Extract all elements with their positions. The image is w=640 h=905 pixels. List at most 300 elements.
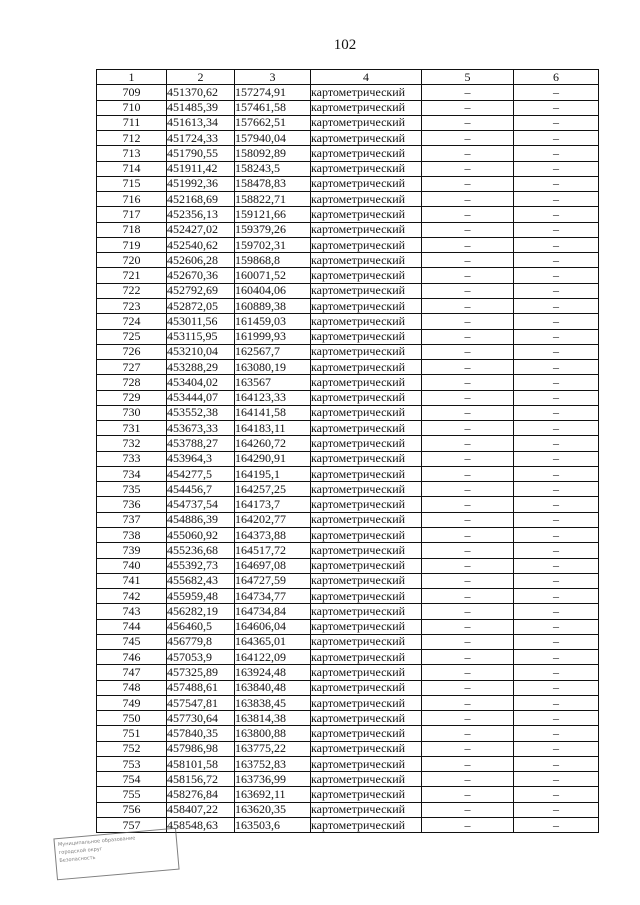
table-row [97,421,599,436]
coord-x-cell: 453788,27 [167,436,235,451]
coord-x-cell: 458101,58 [167,756,235,771]
point-number-cell: 733 [97,451,167,466]
col6-cell: – [514,634,599,649]
page-number: 102 [333,37,357,53]
col5-cell: – [422,665,514,680]
table-row [97,466,599,481]
method-cell: картометрический [311,421,422,436]
coord-y-cell: 163924,48 [235,665,311,680]
coord-x-cell: 453210,04 [167,344,235,359]
col6-cell: – [514,360,599,375]
method-cell: картометрический [311,619,422,634]
coord-x-cell: 455060,92 [167,527,235,542]
coord-y-cell: 158822,71 [235,192,311,207]
col5-cell: – [422,390,514,405]
point-number-cell: 755 [97,787,167,802]
col5-cell: – [422,772,514,787]
table-row [97,192,599,207]
coord-y-cell: 163840,48 [235,680,311,695]
col6-cell: – [514,573,599,588]
method-cell: картометрический [311,680,422,695]
table-row [97,665,599,680]
col6-cell: – [514,619,599,634]
point-number-cell: 730 [97,405,167,420]
coord-x-cell: 455392,73 [167,558,235,573]
method-cell: картометрический [311,192,422,207]
coord-y-cell: 157461,58 [235,100,311,115]
coord-x-cell: 458407,22 [167,802,235,817]
point-number-cell: 746 [97,650,167,665]
col6-cell: – [514,85,599,100]
coord-y-cell: 164183,11 [235,421,311,436]
col6-cell: – [514,741,599,756]
coord-y-cell: 163692,11 [235,787,311,802]
point-number-cell: 719 [97,237,167,252]
col6-cell: – [514,451,599,466]
col5-cell: – [422,360,514,375]
col6-cell: – [514,680,599,695]
coord-x-cell: 453404,02 [167,375,235,390]
col5-cell: – [422,85,514,100]
table-body [97,85,599,833]
point-number-cell: 712 [97,131,167,146]
point-number-cell: 720 [97,253,167,268]
point-number-cell: 740 [97,558,167,573]
method-cell: картометрический [311,543,422,558]
point-number-cell: 710 [97,100,167,115]
table-row [97,298,599,313]
col6-cell: – [514,283,599,298]
coord-x-cell: 454277,5 [167,466,235,481]
coord-y-cell: 158478,83 [235,176,311,191]
col6-cell: – [514,222,599,237]
col5-cell: – [422,375,514,390]
coord-y-cell: 163620,35 [235,802,311,817]
col6-cell: – [514,772,599,787]
coord-y-cell: 164257,25 [235,482,311,497]
coord-x-cell: 455682,43 [167,573,235,588]
col6-cell: – [514,161,599,176]
coord-y-cell: 164606,04 [235,619,311,634]
table-row [97,543,599,558]
coord-y-cell: 158092,89 [235,146,311,161]
coord-x-cell: 452606,28 [167,253,235,268]
method-cell: картометрический [311,436,422,451]
coord-y-cell: 163503,6 [235,818,311,833]
stamp-line: Безопасность [59,854,96,864]
col5-cell: – [422,146,514,161]
point-number-cell: 745 [97,634,167,649]
method-cell: картометрический [311,451,422,466]
coord-x-cell: 458156,72 [167,772,235,787]
col5-cell: – [422,756,514,771]
column-header-6: 6 [514,70,599,85]
point-number-cell: 709 [97,85,167,100]
coord-x-cell: 458276,84 [167,787,235,802]
point-number-cell: 732 [97,436,167,451]
table-row [97,207,599,222]
col5-cell: – [422,451,514,466]
col5-cell: – [422,466,514,481]
col6-cell: – [514,176,599,191]
method-cell: картометрический [311,573,422,588]
col5-cell: – [422,787,514,802]
table-row [97,85,599,100]
method-cell: картометрический [311,787,422,802]
table-row [97,100,599,115]
col5-cell: – [422,527,514,542]
table-row [97,634,599,649]
coord-y-cell: 164141,58 [235,405,311,420]
header-row [97,70,599,85]
point-number-cell: 738 [97,527,167,542]
method-cell: картометрический [311,222,422,237]
col5-cell: – [422,207,514,222]
table-row [97,222,599,237]
coord-x-cell: 451992,36 [167,176,235,191]
col5-cell: – [422,818,514,833]
method-cell: картометрический [311,726,422,741]
coord-x-cell: 451790,55 [167,146,235,161]
col6-cell: – [514,466,599,481]
col6-cell: – [514,253,599,268]
col5-cell: – [422,634,514,649]
coord-x-cell: 452670,36 [167,268,235,283]
coord-x-cell: 457986,98 [167,741,235,756]
col6-cell: – [514,375,599,390]
coord-x-cell: 452168,69 [167,192,235,207]
coord-y-cell: 164697,08 [235,558,311,573]
table-row [97,756,599,771]
col5-cell: – [422,237,514,252]
coord-y-cell: 164373,88 [235,527,311,542]
coord-x-cell: 451911,42 [167,161,235,176]
table-row [97,436,599,451]
method-cell: картометрический [311,802,422,817]
col6-cell: – [514,100,599,115]
method-cell: картометрический [311,344,422,359]
col6-cell: – [514,512,599,527]
coord-x-cell: 457840,35 [167,726,235,741]
method-cell: картометрический [311,665,422,680]
point-number-cell: 737 [97,512,167,527]
method-cell: картометрический [311,772,422,787]
coord-x-cell: 457547,81 [167,695,235,710]
method-cell: картометрический [311,650,422,665]
col6-cell: – [514,344,599,359]
point-number-cell: 716 [97,192,167,207]
col6-cell: – [514,207,599,222]
point-number-cell: 715 [97,176,167,191]
coord-x-cell: 455959,48 [167,589,235,604]
coord-x-cell: 453115,95 [167,329,235,344]
col5-cell: – [422,726,514,741]
coord-y-cell: 164260,72 [235,436,311,451]
col5-cell: – [422,314,514,329]
point-number-cell: 744 [97,619,167,634]
point-number-cell: 717 [97,207,167,222]
point-number-cell: 752 [97,741,167,756]
col6-cell: – [514,405,599,420]
table-row [97,329,599,344]
col5-cell: – [422,176,514,191]
col6-cell: – [514,589,599,604]
point-number-cell: 751 [97,726,167,741]
coord-x-cell: 452872,05 [167,298,235,313]
table-row [97,344,599,359]
col6-cell: – [514,527,599,542]
coord-y-cell: 161999,93 [235,329,311,344]
coord-x-cell: 452427,02 [167,222,235,237]
col6-cell: – [514,818,599,833]
col5-cell: – [422,512,514,527]
table-row [97,787,599,802]
coord-x-cell: 458548,63 [167,818,235,833]
point-number-cell: 750 [97,711,167,726]
point-number-cell: 722 [97,283,167,298]
col5-cell: – [422,115,514,130]
table-row [97,741,599,756]
col5-cell: – [422,543,514,558]
table-row [97,253,599,268]
coord-y-cell: 163800,88 [235,726,311,741]
method-cell: картометрический [311,375,422,390]
col6-cell: – [514,237,599,252]
table-row [97,650,599,665]
point-number-cell: 727 [97,360,167,375]
table-row [97,482,599,497]
coord-x-cell: 452792,69 [167,283,235,298]
col6-cell: – [514,390,599,405]
point-number-cell: 723 [97,298,167,313]
table-row [97,375,599,390]
col5-cell: – [422,711,514,726]
coord-x-cell: 456779,8 [167,634,235,649]
table-row [97,268,599,283]
method-cell: картометрический [311,100,422,115]
col5-cell: – [422,604,514,619]
point-number-cell: 728 [97,375,167,390]
coord-x-cell: 451370,62 [167,85,235,100]
table-row [97,283,599,298]
point-number-cell: 741 [97,573,167,588]
coord-y-cell: 160404,06 [235,283,311,298]
coord-x-cell: 454886,39 [167,512,235,527]
method-cell: картометрический [311,329,422,344]
col5-cell: – [422,344,514,359]
coord-x-cell: 451485,39 [167,100,235,115]
col5-cell: – [422,298,514,313]
col6-cell: – [514,695,599,710]
method-cell: картометрический [311,131,422,146]
coord-x-cell: 451613,34 [167,115,235,130]
table-row [97,176,599,191]
point-number-cell: 713 [97,146,167,161]
point-number-cell: 753 [97,756,167,771]
coord-x-cell: 452540,62 [167,237,235,252]
point-number-cell: 739 [97,543,167,558]
point-number-cell: 756 [97,802,167,817]
coord-y-cell: 164517,72 [235,543,311,558]
coord-x-cell: 456460,5 [167,619,235,634]
column-header-5: 5 [422,70,514,85]
coord-x-cell: 453011,56 [167,314,235,329]
method-cell: картометрический [311,604,422,619]
table-row [97,772,599,787]
col5-cell: – [422,802,514,817]
coord-x-cell: 453673,33 [167,421,235,436]
coord-x-cell: 453444,07 [167,390,235,405]
method-cell: картометрический [311,253,422,268]
method-cell: картометрический [311,207,422,222]
point-number-cell: 747 [97,665,167,680]
col6-cell: – [514,268,599,283]
method-cell: картометрический [311,146,422,161]
col6-cell: – [514,115,599,130]
method-cell: картометрический [311,512,422,527]
col5-cell: – [422,131,514,146]
coord-y-cell: 160071,52 [235,268,311,283]
method-cell: картометрический [311,298,422,313]
col5-cell: – [422,497,514,512]
method-cell: картометрический [311,237,422,252]
col6-cell: – [514,497,599,512]
table-row [97,558,599,573]
coord-y-cell: 159121,66 [235,207,311,222]
col5-cell: – [422,329,514,344]
coord-y-cell: 163736,99 [235,772,311,787]
coord-y-cell: 164122,09 [235,650,311,665]
table-row [97,360,599,375]
point-number-cell: 734 [97,466,167,481]
coord-y-cell: 164290,91 [235,451,311,466]
coord-y-cell: 163752,83 [235,756,311,771]
col5-cell: – [422,589,514,604]
col5-cell: – [422,405,514,420]
coord-y-cell: 163775,22 [235,741,311,756]
col6-cell: – [514,192,599,207]
method-cell: картометрический [311,527,422,542]
column-header-1: 1 [97,70,167,85]
table-row [97,314,599,329]
method-cell: картометрический [311,405,422,420]
coord-y-cell: 157940,04 [235,131,311,146]
col5-cell: – [422,436,514,451]
table-row [97,726,599,741]
table-row [97,161,599,176]
point-number-cell: 725 [97,329,167,344]
coord-y-cell: 157662,51 [235,115,311,130]
col5-cell: – [422,253,514,268]
col6-cell: – [514,558,599,573]
table-header [97,70,599,85]
col6-cell: – [514,756,599,771]
coord-x-cell: 457325,89 [167,665,235,680]
point-number-cell: 726 [97,344,167,359]
stamp-line: городской округ [58,846,103,857]
col5-cell: – [422,650,514,665]
coord-y-cell: 164734,84 [235,604,311,619]
coord-y-cell: 161459,03 [235,314,311,329]
col6-cell: – [514,726,599,741]
col6-cell: – [514,314,599,329]
method-cell: картометрический [311,497,422,512]
coord-y-cell: 159702,31 [235,237,311,252]
coord-x-cell: 457730,64 [167,711,235,726]
coord-x-cell: 456282,19 [167,604,235,619]
coord-x-cell: 451724,33 [167,131,235,146]
col6-cell: – [514,131,599,146]
col6-cell: – [514,802,599,817]
coord-y-cell: 164202,77 [235,512,311,527]
col5-cell: – [422,695,514,710]
coord-x-cell: 457053,9 [167,650,235,665]
table-row [97,680,599,695]
coord-y-cell: 163814,38 [235,711,311,726]
coord-y-cell: 160889,38 [235,298,311,313]
col5-cell: – [422,283,514,298]
coord-x-cell: 457488,61 [167,680,235,695]
table-row [97,237,599,252]
point-number-cell: 714 [97,161,167,176]
method-cell: картометрический [311,818,422,833]
col5-cell: – [422,222,514,237]
col5-cell: – [422,741,514,756]
point-number-cell: 742 [97,589,167,604]
method-cell: картометрический [311,176,422,191]
col6-cell: – [514,329,599,344]
table-row [97,451,599,466]
coord-y-cell: 164173,7 [235,497,311,512]
coord-y-cell: 162567,7 [235,344,311,359]
method-cell: картометрический [311,314,422,329]
stamp-line: Муниципальное образование [57,835,136,849]
col5-cell: – [422,268,514,283]
coord-y-cell: 159868,8 [235,253,311,268]
point-number-cell: 735 [97,482,167,497]
coord-y-cell: 158243,5 [235,161,311,176]
method-cell: картометрический [311,268,422,283]
coord-y-cell: 163080,19 [235,360,311,375]
col5-cell: – [422,100,514,115]
col5-cell: – [422,558,514,573]
table-row [97,573,599,588]
col6-cell: – [514,482,599,497]
coord-x-cell: 453552,38 [167,405,235,420]
col6-cell: – [514,421,599,436]
coord-x-cell: 454456,7 [167,482,235,497]
method-cell: картометрический [311,558,422,573]
col6-cell: – [514,146,599,161]
col6-cell: – [514,665,599,680]
coord-x-cell: 453288,29 [167,360,235,375]
method-cell: картометрический [311,695,422,710]
col5-cell: – [422,482,514,497]
method-cell: картометрический [311,711,422,726]
col5-cell: – [422,161,514,176]
col5-cell: – [422,680,514,695]
table-row [97,405,599,420]
column-header-2: 2 [167,70,235,85]
coord-x-cell: 452356,13 [167,207,235,222]
point-number-cell: 749 [97,695,167,710]
method-cell: картометрический [311,360,422,375]
point-number-cell: 748 [97,680,167,695]
point-number-cell: 736 [97,497,167,512]
point-number-cell: 721 [97,268,167,283]
coord-y-cell: 164365,01 [235,634,311,649]
method-cell: картометрический [311,390,422,405]
